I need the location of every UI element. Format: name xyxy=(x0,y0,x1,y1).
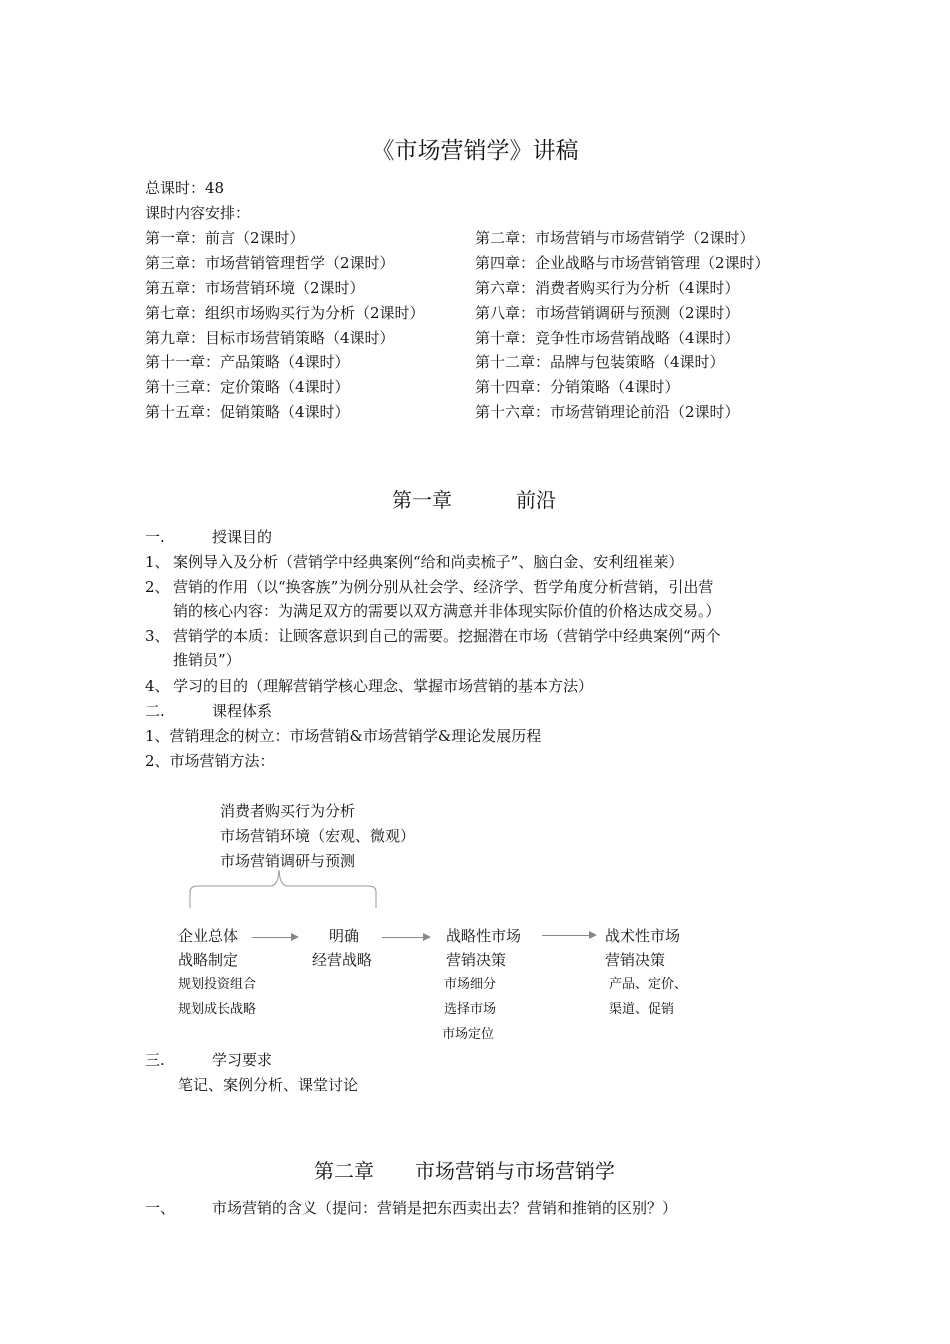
diagram-brace xyxy=(186,868,382,912)
schedule-right-4: 第八章：市场营销调研与预测（2课时） xyxy=(475,304,740,322)
diagram-col4-line1: 战术性市场 xyxy=(605,927,681,945)
schedule-right-6: 第十二章：品牌与包装策略（4课时） xyxy=(475,353,725,371)
schedule-label: 课时内容安排： xyxy=(145,204,251,222)
schedule-right-2: 第四章：企业战略与市场营销管理（2课时） xyxy=(475,254,770,272)
ch1-item2-number: 2、 xyxy=(145,578,170,596)
arrow-1-head xyxy=(291,933,299,941)
ch1-section1-title: 授课目的 xyxy=(212,528,273,546)
chapter2-number: 第二章 xyxy=(314,1159,374,1183)
ch1-item4-number: 4、 xyxy=(145,677,170,695)
diagram-col4-sub2: 渠道、促销 xyxy=(609,1002,675,1017)
diagram-col2-line1: 明确 xyxy=(329,927,360,945)
schedule-right-7: 第十四章：分销策略（4课时） xyxy=(475,378,680,396)
diagram-top-line1: 消费者购买行为分析 xyxy=(220,802,356,820)
document-title: 《市场营销学》讲稿 xyxy=(371,138,579,164)
schedule-left-7: 第十三章：定价策略（4课时） xyxy=(145,378,350,396)
chapter1-number: 第一章 xyxy=(392,488,452,512)
chapter1-name: 前沿 xyxy=(516,488,556,512)
schedule-right-8: 第十六章：市场营销理论前沿（2课时） xyxy=(475,403,740,421)
ch1-section1-number: 一. xyxy=(145,528,165,546)
arrow-3-head xyxy=(589,931,597,939)
schedule-left-4: 第七章：组织市场购买行为分析（2课时） xyxy=(145,304,425,322)
schedule-left-8: 第十五章：促销策略（4课时） xyxy=(145,403,350,421)
diagram-top-line2: 市场营销环境（宏观、微观） xyxy=(220,827,416,845)
diagram-col1-sub2: 规划成长战略 xyxy=(178,1002,257,1017)
schedule-left-6: 第十一章：产品策略（4课时） xyxy=(145,353,350,371)
ch1-section2-number: 二. xyxy=(145,702,165,720)
ch1-section3-text: 笔记、案例分析、课堂讨论 xyxy=(178,1076,359,1094)
ch1-section2-item2: 2、市场营销方法： xyxy=(145,752,275,770)
schedule-right-3: 第六章：消费者购买行为分析（4课时） xyxy=(475,279,740,297)
schedule-left-1: 第一章：前言（2课时） xyxy=(145,229,305,247)
schedule-left-3: 第五章：市场营销环境（2课时） xyxy=(145,279,365,297)
diagram-col4-line2: 营销决策 xyxy=(605,951,666,969)
ch1-item2-text-line1: 营销的作用（以“换客族”为例分别从社会学、经济学、哲学角度分析营销，引出营 xyxy=(173,578,714,596)
diagram-col3-sub1: 市场细分 xyxy=(444,977,497,992)
ch1-item3-text-line1: 营销学的本质：让顾客意识到自己的需要。挖掘潜在市场（营销学中经典案例“两个 xyxy=(173,627,721,645)
ch1-item1-number: 1、 xyxy=(145,553,170,571)
ch1-item3-text-line2: 推销员”） xyxy=(173,651,241,669)
diagram-col3-sub3: 市场定位 xyxy=(442,1027,495,1042)
ch1-item4-text: 学习的目的（理解营销学核心理念、掌握市场营销的基本方法） xyxy=(173,677,594,695)
diagram-col1-sub1: 规划投资组合 xyxy=(178,977,257,992)
arrow-2-line xyxy=(382,937,424,938)
total-hours: 总课时：48 xyxy=(145,179,225,197)
ch1-item1-text: 案例导入及分析（营销学中经典案例“给和尚卖梳子”、脑白金、安利纽崔莱） xyxy=(173,553,684,571)
ch1-item3-number: 3、 xyxy=(145,627,170,645)
diagram-col1-line1: 企业总体 xyxy=(178,927,239,945)
ch1-item2-text-line2: 销的核心内容：为满足双方的需要以双方满意并非体现实际价值的价格达成交易。） xyxy=(173,602,721,620)
ch2-section1-text: 市场营销的含义（提问：营销是把东西卖出去？营销和推销的区别？） xyxy=(212,1199,678,1217)
diagram-top-line3: 市场营销调研与预测 xyxy=(220,852,356,870)
ch1-section2-title: 课程体系 xyxy=(212,702,273,720)
schedule-left-5: 第九章：目标市场营销策略（4课时） xyxy=(145,329,395,347)
ch2-section1-number: 一、 xyxy=(145,1199,176,1217)
ch1-section3-number: 三. xyxy=(145,1051,165,1069)
diagram-col2-line2: 经营战略 xyxy=(312,951,373,969)
ch1-section2-item1: 1、营销理念的树立：市场营销&市场营销学&理论发展历程 xyxy=(145,727,542,745)
ch1-section3-title: 学习要求 xyxy=(212,1051,273,1069)
diagram-col3-sub2: 选择市场 xyxy=(444,1002,497,1017)
diagram-col3-line1: 战略性市场 xyxy=(446,927,522,945)
schedule-left-2: 第三章：市场营销管理哲学（2课时） xyxy=(145,254,395,272)
diagram-col3-line2: 营销决策 xyxy=(446,951,507,969)
arrow-2-head xyxy=(423,933,431,941)
schedule-right-1: 第二章：市场营销与市场营销学（2课时） xyxy=(475,229,755,247)
diagram-col4-sub1: 产品、定价、 xyxy=(609,977,688,992)
chapter2-name: 市场营销与市场营销学 xyxy=(415,1159,615,1183)
diagram-col1-line2: 战略制定 xyxy=(178,951,239,969)
arrow-3-line xyxy=(542,935,590,936)
schedule-right-5: 第十章：竞争性市场营销战略（4课时） xyxy=(475,329,740,347)
arrow-1-line xyxy=(252,937,292,938)
